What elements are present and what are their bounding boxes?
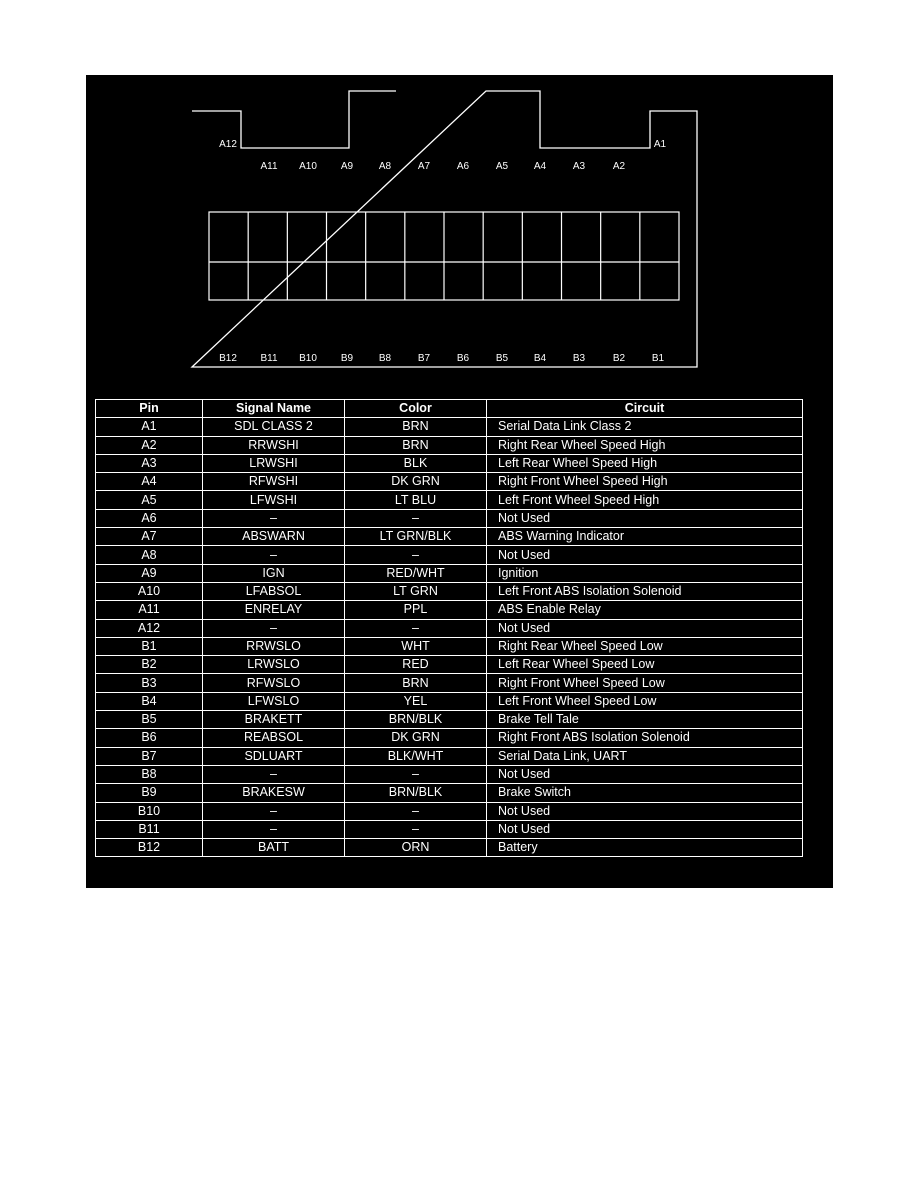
top-pin-label: A9 — [340, 161, 354, 172]
cell-signal-name: BRAKETT — [203, 711, 345, 729]
cell-circuit: Right Rear Wheel Speed High — [487, 436, 803, 454]
cell-circuit: Serial Data Link, UART — [487, 747, 803, 765]
table-row — [96, 473, 803, 491]
cell-color: – — [345, 820, 487, 838]
cell-color: BRN/BLK — [345, 711, 487, 729]
pin-table-container — [95, 399, 803, 857]
cell-circuit: Not Used — [487, 765, 803, 783]
cell-signal-name: REABSOL — [203, 729, 345, 747]
bottom-pin-label: B2 — [612, 353, 626, 364]
cell-circuit: Right Rear Wheel Speed Low — [487, 637, 803, 655]
cell-circuit: Right Front Wheel Speed High — [487, 473, 803, 491]
cell-signal-name: SDL CLASS 2 — [203, 418, 345, 436]
table-row — [96, 528, 803, 546]
cell-signal-name: IGN — [203, 564, 345, 582]
cell-signal-name: – — [203, 765, 345, 783]
pin-table — [95, 399, 803, 857]
cell-color: LT BLU — [345, 491, 487, 509]
bottom-pin-label: B6 — [456, 353, 470, 364]
table-row — [96, 802, 803, 820]
cell-signal-name: LFWSLO — [203, 692, 345, 710]
table-row — [96, 839, 803, 857]
cell-circuit: Left Front ABS Isolation Solenoid — [487, 582, 803, 600]
cell-color: YEL — [345, 692, 487, 710]
table-row — [96, 601, 803, 619]
table-row — [96, 692, 803, 710]
table-row — [96, 820, 803, 838]
cell-color: BLK/WHT — [345, 747, 487, 765]
table-row — [96, 619, 803, 637]
cell-color: BRN — [345, 674, 487, 692]
cell-circuit: Serial Data Link Class 2 — [487, 418, 803, 436]
cell-pin: A11 — [96, 601, 203, 619]
top-pin-label: A2 — [612, 161, 626, 172]
bottom-pin-label: B10 — [299, 353, 317, 364]
header-color: Color — [345, 400, 487, 418]
cell-pin: A2 — [96, 436, 203, 454]
cell-signal-name: ABSWARN — [203, 528, 345, 546]
cell-signal-name: LRWSLO — [203, 656, 345, 674]
diagram-panel — [86, 75, 833, 888]
cell-circuit: Left Rear Wheel Speed High — [487, 454, 803, 472]
cell-circuit: Brake Switch — [487, 784, 803, 802]
cell-color: DK GRN — [345, 473, 487, 491]
connector-diagram — [86, 75, 833, 375]
bottom-pin-label: B12 — [219, 353, 237, 364]
cell-pin: B2 — [96, 656, 203, 674]
table-row — [96, 765, 803, 783]
cell-color: RED — [345, 656, 487, 674]
header-circuit: Circuit — [487, 400, 803, 418]
bottom-pin-label: B11 — [260, 353, 278, 364]
cell-circuit: Left Rear Wheel Speed Low — [487, 656, 803, 674]
cell-pin: B9 — [96, 784, 203, 802]
header-pin: Pin — [96, 400, 203, 418]
cell-signal-name: RRWSLO — [203, 637, 345, 655]
cell-circuit: Brake Tell Tale — [487, 711, 803, 729]
cell-signal-name: – — [203, 619, 345, 637]
cell-pin: B1 — [96, 637, 203, 655]
cell-circuit: ABS Warning Indicator — [487, 528, 803, 546]
cell-color: – — [345, 765, 487, 783]
bottom-pin-label: B5 — [495, 353, 509, 364]
cell-pin: A1 — [96, 418, 203, 436]
cell-signal-name: BRAKESW — [203, 784, 345, 802]
cell-pin: A12 — [96, 619, 203, 637]
cell-color: BLK — [345, 454, 487, 472]
cell-signal-name: – — [203, 802, 345, 820]
cell-circuit: Battery — [487, 839, 803, 857]
top-pin-label: A6 — [456, 161, 470, 172]
cell-pin: A4 — [96, 473, 203, 491]
cell-signal-name: LFWSHI — [203, 491, 345, 509]
table-row — [96, 711, 803, 729]
cell-circuit: Left Front Wheel Speed High — [487, 491, 803, 509]
cell-circuit: ABS Enable Relay — [487, 601, 803, 619]
terminal-cavity-grid — [209, 212, 679, 300]
cell-pin: B4 — [96, 692, 203, 710]
cell-color: – — [345, 619, 487, 637]
top-pin-label: A11 — [260, 161, 278, 172]
cell-signal-name: ENRELAY — [203, 601, 345, 619]
table-row — [96, 582, 803, 600]
cell-pin: A9 — [96, 564, 203, 582]
table-row — [96, 729, 803, 747]
top-pin-label: A4 — [533, 161, 547, 172]
top-pin-label: A8 — [378, 161, 392, 172]
cell-pin: B7 — [96, 747, 203, 765]
bottom-pin-label: B7 — [417, 353, 431, 364]
cell-signal-name: RFWSHI — [203, 473, 345, 491]
cell-signal-name: BATT — [203, 839, 345, 857]
cell-color: BRN — [345, 436, 487, 454]
cell-signal-name: RRWSHI — [203, 436, 345, 454]
cell-pin: B6 — [96, 729, 203, 747]
bottom-pin-label: B9 — [340, 353, 354, 364]
table-row — [96, 418, 803, 436]
cell-pin: A10 — [96, 582, 203, 600]
top-pin-label: A10 — [299, 161, 317, 172]
table-row — [96, 436, 803, 454]
cell-color: PPL — [345, 601, 487, 619]
cell-pin: B10 — [96, 802, 203, 820]
table-header-row — [96, 400, 803, 418]
table-row — [96, 546, 803, 564]
table-row — [96, 656, 803, 674]
table-row — [96, 674, 803, 692]
cell-signal-name: – — [203, 546, 345, 564]
cell-circuit: Not Used — [487, 509, 803, 527]
bottom-pin-label: B4 — [533, 353, 547, 364]
cell-signal-name: LRWSHI — [203, 454, 345, 472]
cell-pin: B5 — [96, 711, 203, 729]
top-pin-label: A1 — [653, 139, 667, 150]
cell-signal-name: SDLUART — [203, 747, 345, 765]
cell-color: – — [345, 509, 487, 527]
top-pin-label: A5 — [495, 161, 509, 172]
table-row — [96, 454, 803, 472]
cell-pin: B3 — [96, 674, 203, 692]
cell-signal-name: – — [203, 820, 345, 838]
cell-circuit: Not Used — [487, 619, 803, 637]
table-row — [96, 491, 803, 509]
pin-table-body — [96, 418, 803, 857]
cell-pin: A7 — [96, 528, 203, 546]
cell-circuit: Not Used — [487, 546, 803, 564]
cell-color: BRN/BLK — [345, 784, 487, 802]
cell-pin: B8 — [96, 765, 203, 783]
bottom-pin-labels — [219, 353, 664, 364]
table-row — [96, 637, 803, 655]
bottom-pin-label: B1 — [651, 353, 665, 364]
table-row — [96, 784, 803, 802]
bottom-pin-label: B3 — [572, 353, 586, 364]
cell-signal-name: RFWSLO — [203, 674, 345, 692]
cell-pin: A3 — [96, 454, 203, 472]
cell-pin: A8 — [96, 546, 203, 564]
top-pin-label: A7 — [417, 161, 431, 172]
cell-circuit: Left Front Wheel Speed Low — [487, 692, 803, 710]
top-pin-labels — [219, 139, 666, 172]
cell-pin: A5 — [96, 491, 203, 509]
table-row — [96, 564, 803, 582]
cell-signal-name: – — [203, 509, 345, 527]
cell-circuit: Not Used — [487, 802, 803, 820]
top-pin-label: A3 — [572, 161, 586, 172]
header-signal-name: Signal Name — [203, 400, 345, 418]
top-pin-label: A12 — [219, 139, 237, 150]
cell-circuit: Right Front ABS Isolation Solenoid — [487, 729, 803, 747]
cell-color: DK GRN — [345, 729, 487, 747]
cell-circuit: Not Used — [487, 820, 803, 838]
cell-color: – — [345, 802, 487, 820]
cell-color: WHT — [345, 637, 487, 655]
cell-pin: A6 — [96, 509, 203, 527]
cell-circuit: Right Front Wheel Speed Low — [487, 674, 803, 692]
bottom-pin-label: B8 — [378, 353, 392, 364]
cell-pin: B11 — [96, 820, 203, 838]
cell-color: LT GRN/BLK — [345, 528, 487, 546]
cell-signal-name: LFABSOL — [203, 582, 345, 600]
cell-color: BRN — [345, 418, 487, 436]
cell-color: ORN — [345, 839, 487, 857]
cell-color: – — [345, 546, 487, 564]
cell-pin: B12 — [96, 839, 203, 857]
table-row — [96, 747, 803, 765]
table-row — [96, 509, 803, 527]
cell-color: RED/WHT — [345, 564, 487, 582]
cell-circuit: Ignition — [487, 564, 803, 582]
cell-color: LT GRN — [345, 582, 487, 600]
